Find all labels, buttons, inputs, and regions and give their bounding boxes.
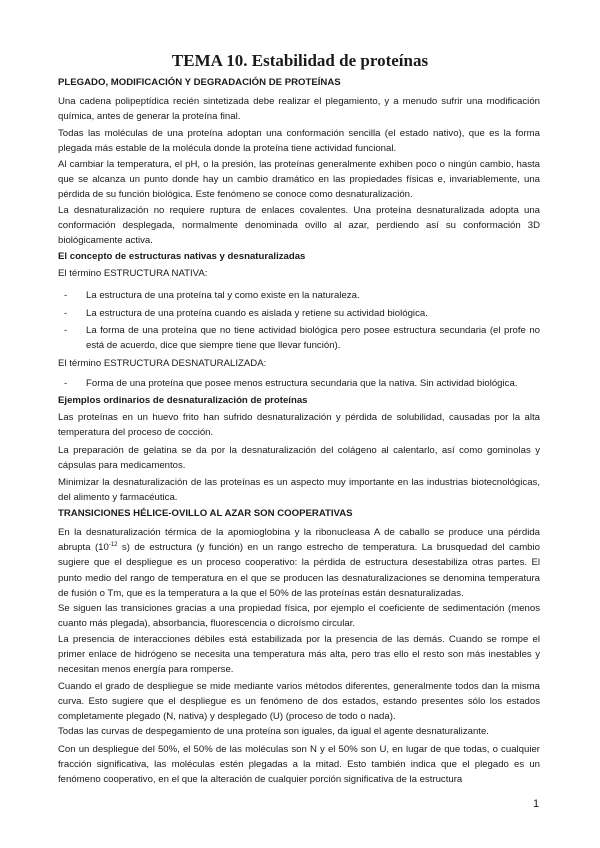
native-structure-intro: El término ESTRUCTURA NATIVA:: [58, 268, 208, 279]
denatured-structure-intro: El término ESTRUCTURA DESNATURALIZADA:: [58, 358, 267, 369]
bullet-text: La estructura de una proteína cuando es aislada y retiene su actividad biológica.: [86, 308, 428, 319]
paragraph-10: La presencia de interacciones débiles está estabilizada por la presencia de las demás. Cuando se rompe el primer enlace de hidrógeno se necesita una temperatura más alta, pero tras ello el resto son más inestables y necesitan menos energía para romperse.: [58, 634, 540, 676]
page-number: 1: [533, 798, 540, 810]
paragraph-4: La desnaturalización no requiere ruptura de enlaces covalentes. Una proteína desnaturalizada adopta una conformación desplegada, normalmente denominada ovillo al azar, perdiendo así su conformación 3D biológicamente activa.: [58, 205, 540, 247]
section-heading-plegado: PLEGADO, MODIFICACIÓN Y DEGRADACIÓN DE PROTEÍNAS: [58, 77, 341, 88]
bullet-dash: -: [64, 290, 68, 301]
bullet-text: La forma de una proteína que no tiene actividad biológica pero posee estructura secundaria (el profe no está de acuerdo, dice que siempre tiene que llevar función).: [86, 325, 540, 352]
exponent-superscript: -12: [108, 542, 118, 549]
paragraph-7: Minimizar la desnaturalización de las proteínas es un aspecto muy importante en las industrias biotecnológicas, del alimento y farmacéutica.: [58, 477, 540, 504]
paragraph-11: Cuando el grado de despliegue se mide mediante varios métodos diferentes, generalmente todos dan la misma curva. Esto sugiere que el despliegue es un fenómeno de dos estados, estando presentes sólo los estados completamente plegado (N, nativa) y desplegado (U) (proceso de todo o nada).: [58, 681, 540, 723]
bullet-text: Forma de una proteína que posee menos estructura secundaria que la nativa. Sin actividad biológica.: [86, 378, 518, 389]
native-bullet-item: [58, 323, 540, 353]
subheading-denaturation-examples: Ejemplos ordinarios de desnaturalización de proteínas: [58, 395, 308, 406]
section-heading-transiciones: TRANSICIONES HÉLICE-OVILLO AL AZAR SON COOPERATIVAS: [58, 508, 353, 519]
bullet-text: La estructura de una proteína tal y como existe en la naturaleza.: [86, 290, 360, 301]
paragraph-3: Al cambiar la temperatura, el pH, o la presión, las proteínas generalmente exhiben poco o ningún cambio, hasta que se alcanza un punto donde hay un cambio dramático en las propiedades físicas e, invariablemente, una pérdida de su función biológica. Este fenómeno se conoce como desnaturalización.: [58, 159, 540, 201]
paragraph-1: Una cadena polipeptídica recién sintetizada debe realizar el plegamiento, y a menudo sufrir una modificación química, antes de generar la proteína final.: [58, 96, 540, 123]
paragraph-8: [58, 525, 540, 601]
paragraph-12: Todas las curvas de despegamiento de una proteína son iguales, da igual el agente desnaturalizante.: [58, 726, 489, 737]
paragraph-5: Las proteínas en un huevo frito han sufrido desnaturalización y pérdida de solubilidad, causadas por la alta temperatura del proceso de cocción.: [58, 412, 540, 439]
bullet-dash: -: [64, 325, 68, 336]
native-bullet-item: [58, 306, 540, 321]
document-title: TEMA 10. Estabilidad de proteínas: [171, 51, 429, 70]
bullet-dash: -: [64, 378, 68, 389]
denatured-bullet-item: [58, 376, 540, 391]
paragraph-6: La preparación de gelatina se da por la desnaturalización del colágeno al calentarlo, así como gominolas y cápsulas para medicamentos.: [58, 445, 540, 472]
native-bullet-item: [58, 288, 540, 303]
paragraph-2: Todas las moléculas de una proteína adoptan una conformación sencilla (el estado nativo), que es la forma plegada más estable de la molécula donde la proteína tiene actividad funcional.: [58, 128, 540, 155]
bullet-dash: -: [64, 308, 68, 319]
paragraph-13: Con un despliegue del 50%, el 50% de las moléculas son N y el 50% son U, en lugar de que todas, o cualquier fracción significativa, las moléculas estén plegadas a la mitad. Esto también indica que el plegado es un fenómeno cooperativo, en el que la alteración de cualquier porción significativa de la estructura: [58, 744, 540, 786]
paragraph-9: Se siguen las transiciones gracias a una propiedad física, por ejemplo el coeficiente de sedimentación (menos cuanto más plegada), absorbancia, fluorescencia o dicroísmo circular.: [58, 603, 540, 630]
paragraph-8-text-b: s) de estructura (y función) en un rango estrecho de temperatura. La brusquedad del cambio sugiere que el despliegue es un proceso cooperativo: la pérdida de estructura desestabiliza otras partes. El punto medio del rango de temperatura en el que se producen las desnaturalizaciones se denomina temperatura de fusión o Tm, que es la temperatura a la que el 50% de las proteínas están desnaturalizadas.: [58, 542, 540, 599]
subheading-native-denatured: El concepto de estructuras nativas y desnaturalizadas: [58, 251, 306, 262]
paragraph-8-text-a: En la desnaturalización térmica de la apomioglobina y la ribonucleasa A de caballo se produce una pérdida abrupta (10: [58, 527, 540, 554]
